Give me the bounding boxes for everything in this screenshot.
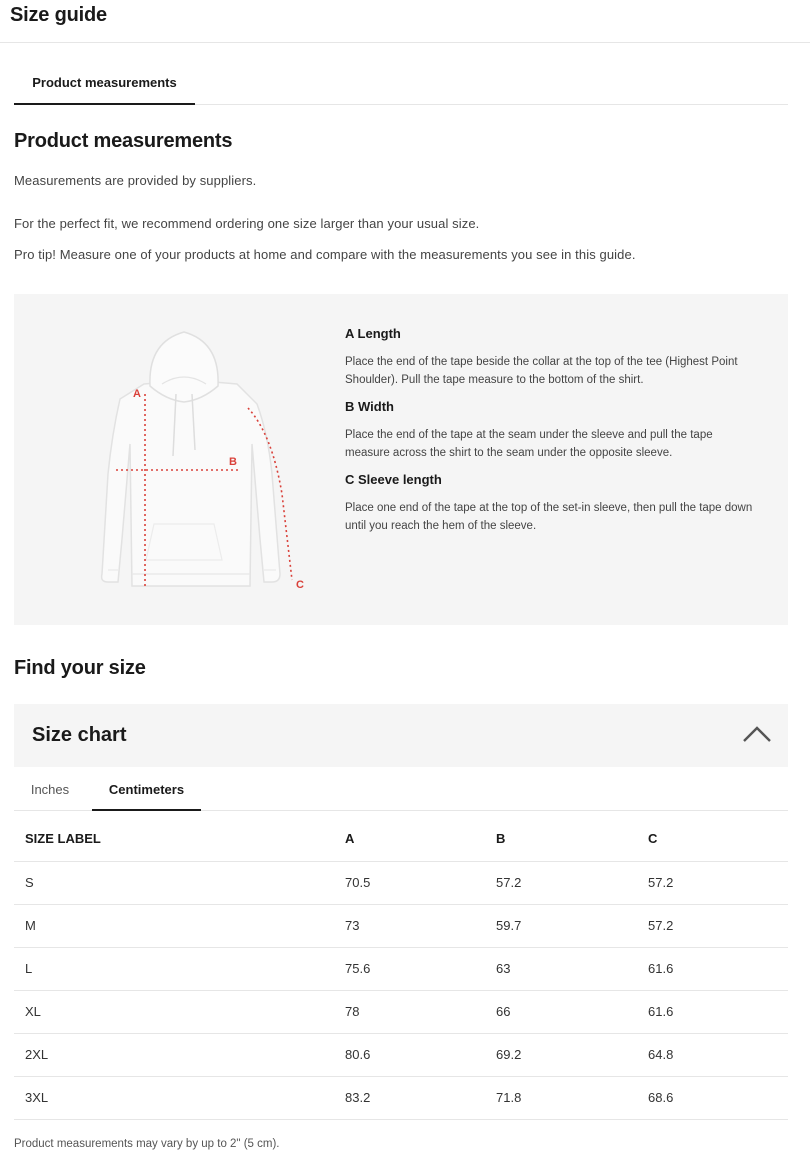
cell: 2XL bbox=[14, 1033, 334, 1076]
cell: 57.2 bbox=[637, 861, 788, 904]
cell: S bbox=[14, 861, 334, 904]
cell: 66 bbox=[485, 990, 637, 1033]
measurement-legend bbox=[345, 326, 760, 545]
cell: 61.6 bbox=[637, 947, 788, 990]
measurement-footnote: Product measurements may vary by up to 2" (5 cm). bbox=[14, 1138, 280, 1150]
cell: 69.2 bbox=[485, 1033, 637, 1076]
label-b: B bbox=[229, 456, 237, 468]
legend-text-width: Place the end of the tape at the seam under the sleeve and pull the tape measure across the shirt to the seam under the opposite sleeve. bbox=[345, 429, 713, 459]
tab-inches[interactable]: Inches bbox=[30, 782, 70, 797]
col-size-label: SIZE LABEL bbox=[14, 817, 334, 861]
fit-recommendation: For the perfect fit, we recommend ordering one size larger than your usual size. bbox=[14, 216, 480, 231]
size-chart-accordion[interactable] bbox=[14, 704, 788, 767]
chevron-up-icon[interactable] bbox=[742, 724, 772, 744]
cell: 59.7 bbox=[485, 904, 637, 947]
legend-text-length: Place the end of the tape beside the collar at the top of the tee (Highest Point Shoulder). Pull the tape measure to the bottom of the shirt. bbox=[345, 356, 738, 386]
label-a: A bbox=[133, 388, 141, 400]
product-measurements-heading: Product measurements bbox=[14, 130, 233, 152]
pro-tip: Pro tip! Measure one of your products at home and compare with the measurements you see in this guide. bbox=[14, 247, 636, 262]
table-row bbox=[14, 861, 788, 904]
table-row bbox=[14, 904, 788, 947]
col-c: C bbox=[637, 817, 788, 861]
cell: 70.5 bbox=[334, 861, 485, 904]
col-a: A bbox=[334, 817, 485, 861]
cell: M bbox=[14, 904, 334, 947]
cell: 75.6 bbox=[334, 947, 485, 990]
table-row bbox=[14, 1033, 788, 1076]
page-header bbox=[0, 0, 810, 43]
size-chart-title: Size chart bbox=[32, 724, 127, 746]
find-your-size-heading: Find your size bbox=[14, 657, 146, 679]
tab-product-measurements[interactable]: Product measurements bbox=[14, 60, 195, 105]
table-row bbox=[14, 1076, 788, 1119]
cell: 83.2 bbox=[334, 1076, 485, 1119]
cell: 61.6 bbox=[637, 990, 788, 1033]
hoodie-diagram bbox=[72, 324, 312, 604]
cell: 71.8 bbox=[485, 1076, 637, 1119]
cell: 80.6 bbox=[334, 1033, 485, 1076]
table-row bbox=[14, 947, 788, 990]
cell: 68.6 bbox=[637, 1076, 788, 1119]
cell: 3XL bbox=[14, 1076, 334, 1119]
measurement-panel bbox=[14, 294, 788, 625]
cell: L bbox=[14, 947, 334, 990]
cell: 73 bbox=[334, 904, 485, 947]
size-table bbox=[14, 817, 788, 1120]
page-title: Size guide bbox=[10, 4, 107, 26]
label-c: C bbox=[296, 579, 304, 591]
legend-title-sleeve: C Sleeve length bbox=[345, 472, 442, 487]
legend-text-sleeve: Place one end of the tape at the top of the set-in sleeve, then pull the tape down until you reach the hem of the sleeve. bbox=[345, 502, 753, 532]
cell: 57.2 bbox=[485, 861, 637, 904]
cell: 63 bbox=[485, 947, 637, 990]
cell: 78 bbox=[334, 990, 485, 1033]
unit-tabs bbox=[14, 771, 788, 811]
legend-title-length: A Length bbox=[345, 326, 401, 341]
col-b: B bbox=[485, 817, 637, 861]
cell: XL bbox=[14, 990, 334, 1033]
table-row bbox=[14, 990, 788, 1033]
cell: 57.2 bbox=[637, 904, 788, 947]
tab-centimeters[interactable]: Centimeters bbox=[92, 771, 201, 811]
guide-tabs bbox=[14, 60, 788, 105]
cell: 64.8 bbox=[637, 1033, 788, 1076]
table-header-row bbox=[14, 817, 788, 861]
legend-title-width: B Width bbox=[345, 399, 394, 414]
suppliers-note: Measurements are provided by suppliers. bbox=[14, 173, 257, 188]
